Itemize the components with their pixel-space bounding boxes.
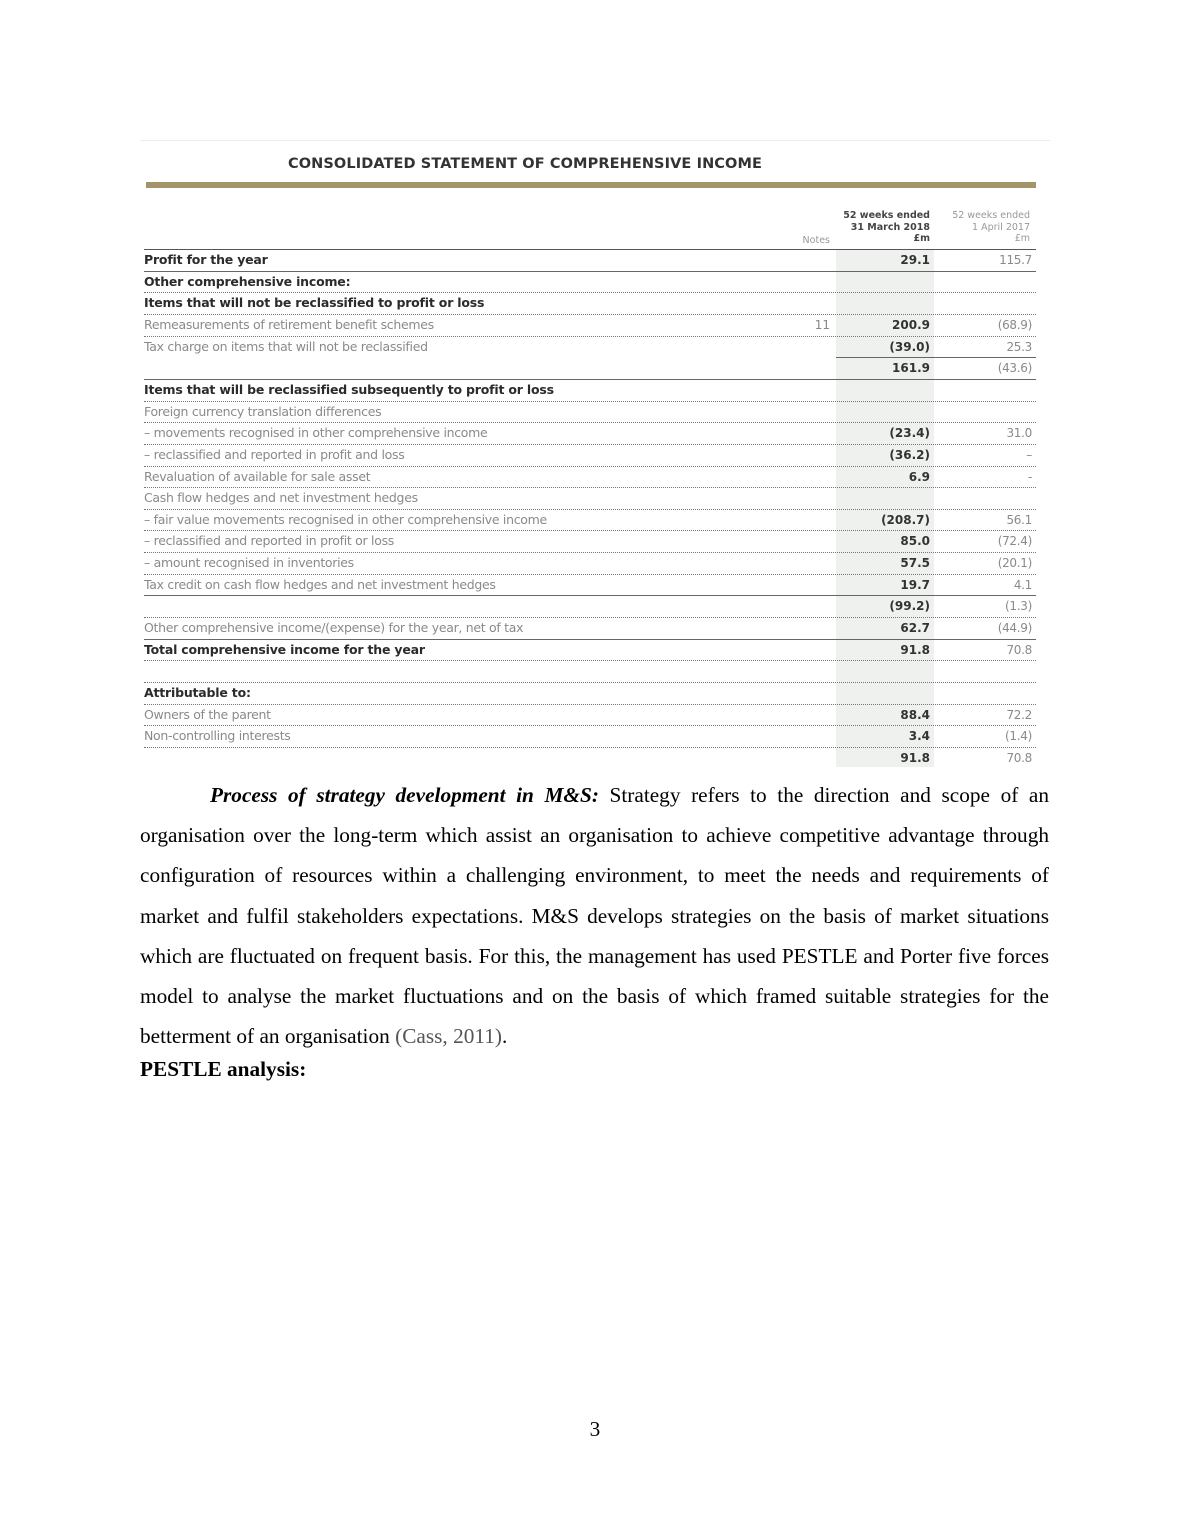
table-row — [144, 402, 1036, 424]
citation: (Cass, 2011) — [395, 1024, 502, 1049]
table-row — [144, 575, 1036, 597]
row-label: Attributable to: — [144, 685, 251, 700]
row-label: Items that will be reclassified subsequently to profit or loss — [144, 381, 554, 397]
row-previous-value: 70.8 — [1006, 750, 1032, 765]
table-row — [144, 661, 1036, 683]
table-row — [144, 640, 1036, 662]
row-previous-value: 4.1 — [1013, 577, 1032, 592]
row-previous-value: (1.3) — [1005, 599, 1032, 614]
row-label: – fair value movements recognised in other comprehensive income — [144, 511, 547, 527]
row-current-value: (208.7) — [881, 512, 930, 527]
row-label: Remeasurements of retirement benefit schemes — [144, 316, 434, 332]
table-row — [144, 683, 1036, 705]
previous-year-column-header — [940, 210, 1030, 245]
row-current-value: (23.4) — [889, 426, 930, 441]
table-row — [144, 618, 1036, 640]
row-current-value: 88.4 — [900, 707, 930, 722]
row-current-value: 161.9 — [892, 361, 930, 376]
row-previous-value: 25.3 — [1006, 339, 1032, 354]
row-label: Other comprehensive income/(expense) for the year, net of tax — [144, 620, 524, 636]
row-label: Owners of the parent — [144, 706, 271, 722]
table-row — [144, 488, 1036, 510]
row-previous-value: (20.1) — [997, 556, 1032, 571]
table-row — [144, 531, 1036, 553]
row-label: Cash flow hedges and net investment hedges — [144, 490, 418, 506]
row-current-value: 200.9 — [892, 317, 930, 332]
row-label: Profit for the year — [144, 252, 268, 267]
row-current-value: (36.2) — [889, 447, 930, 462]
current-year-column-header — [836, 210, 930, 245]
table-row — [144, 553, 1036, 575]
pestle-heading: PESTLE analysis: — [140, 1057, 307, 1081]
current-header-line-1: 52 weeks ended — [843, 210, 930, 221]
row-label: Total comprehensive income for the year — [144, 641, 425, 657]
table-row — [144, 726, 1036, 748]
table-row — [144, 315, 1036, 337]
paragraph-lead-in: Process of strategy development in M&S: — [210, 783, 599, 807]
row-label: Revaluation of available for sale asset — [144, 468, 371, 484]
paragraph-body: Strategy refers to the direction and scope of an organisation over the long-term which assist an organisation to achieve competitive advantage through configuration of resources within a challenging environment, to meet the needs and requirements of market and fulfil stakeholders expectations. M&S develops strategies on the basis of market situations which are fluctuated on frequent basis. For this, the management has used PESTLE and Porter five forces model to analyse the market fluctuations and on the basis of which framed suitable strategies for the betterment of an organisation — [140, 783, 1049, 1049]
row-current-value: 3.4 — [908, 729, 930, 744]
row-previous-value: 70.8 — [1006, 642, 1032, 657]
table-row — [144, 445, 1036, 467]
row-label: Tax charge on items that will not be reclassified — [144, 338, 428, 354]
current-header-line-3: £m — [913, 233, 930, 244]
row-previous-value: 72.2 — [1006, 707, 1032, 722]
row-label: – reclassified and reported in profit or loss — [144, 533, 394, 549]
row-note: 11 — [814, 317, 830, 332]
strategy-paragraph — [140, 775, 1049, 1056]
table-header-rule — [144, 249, 1036, 250]
table-row — [144, 748, 1036, 770]
table-row — [144, 705, 1036, 727]
row-current-value: 6.9 — [908, 469, 930, 484]
row-label: – amount recognised in inventories — [144, 555, 354, 571]
previous-header-line-1: 52 weeks ended — [952, 210, 1030, 221]
table-row — [144, 423, 1036, 445]
row-current-value: (99.2) — [889, 599, 930, 614]
paragraph-end: . — [501, 1024, 508, 1049]
row-previous-value: (44.9) — [997, 621, 1032, 636]
table-row — [144, 596, 1036, 618]
row-previous-value: – — [1026, 447, 1032, 462]
figure-top-border — [140, 140, 1050, 141]
row-previous-value: (68.9) — [997, 317, 1032, 332]
row-current-value: 29.1 — [900, 253, 930, 267]
row-label: Tax credit on cash flow hedges and net investment hedges — [144, 576, 496, 592]
row-previous-value: 115.7 — [999, 253, 1032, 267]
table-row — [144, 467, 1036, 489]
row-previous-value: (1.4) — [1005, 729, 1032, 744]
table-row — [144, 293, 1036, 315]
row-current-value: 19.7 — [900, 577, 930, 592]
row-label: Foreign currency translation differences — [144, 403, 382, 419]
row-label: Other comprehensive income: — [144, 273, 351, 289]
row-label: Items that will not be reclassified to profit or loss — [144, 295, 485, 311]
row-previous-value: - — [1027, 469, 1032, 484]
current-header-line-2: 31 March 2018 — [850, 221, 930, 233]
row-current-value: 62.7 — [900, 621, 930, 636]
row-previous-value: (43.6) — [997, 361, 1032, 376]
table-row — [144, 250, 1036, 272]
row-current-value: 57.5 — [900, 556, 930, 571]
row-current-value: 85.0 — [900, 534, 930, 549]
previous-header-line-2: 1 April 2017 — [972, 221, 1030, 233]
row-current-value: 91.8 — [900, 750, 930, 765]
table-row — [144, 380, 1036, 402]
table-row — [144, 272, 1036, 294]
row-label: – reclassified and reported in profit and loss — [144, 446, 405, 462]
row-previous-value: (72.4) — [997, 534, 1032, 549]
title-rule — [146, 182, 1036, 188]
row-current-value: 91.8 — [900, 642, 930, 657]
row-label: – movements recognised in other comprehensive income — [144, 425, 488, 441]
table-row — [144, 337, 1036, 359]
page-number: 3 — [589, 1417, 601, 1441]
row-label: Non-controlling interests — [144, 728, 291, 744]
table-row — [144, 510, 1036, 532]
row-previous-value: 31.0 — [1006, 426, 1032, 441]
table-row — [144, 358, 1036, 380]
notes-column-header: Notes — [802, 235, 830, 246]
statement-title: CONSOLIDATED STATEMENT OF COMPREHENSIVE INCOME — [287, 156, 763, 172]
row-previous-value: 56.1 — [1006, 512, 1032, 527]
row-current-value: (39.0) — [889, 339, 930, 354]
previous-header-line-3: £m — [1014, 233, 1030, 244]
